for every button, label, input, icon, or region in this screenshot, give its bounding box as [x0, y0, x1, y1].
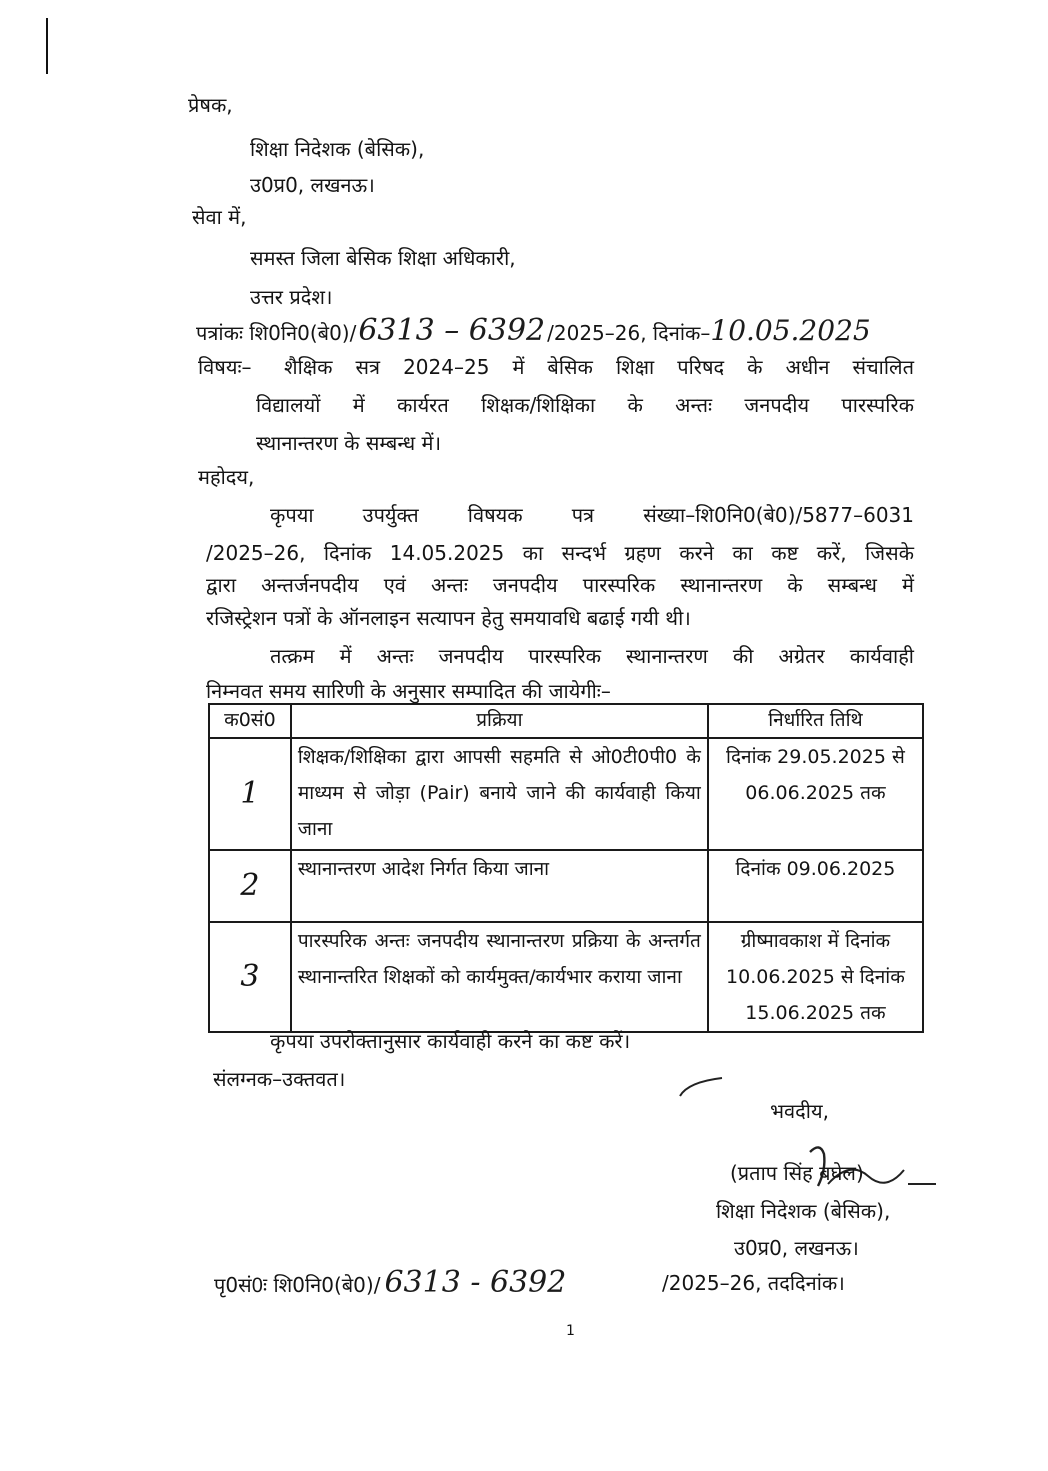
row-date: दिनांक 09.06.2025 — [708, 850, 923, 922]
page-number: 1 — [566, 1323, 575, 1339]
row-serial — [209, 738, 291, 850]
yours-faithfully: भवदीय, — [770, 1099, 829, 1123]
ref-date-handwritten: 10.05.2025 — [710, 314, 871, 347]
recipient-place: उत्तर प्रदेश। — [250, 285, 333, 309]
recipient-designation: समस्त जिला बेसिक शिक्षा अधिकारी, — [250, 246, 516, 270]
table-row — [209, 738, 923, 850]
body-p1-line-4: रजिस्ट्रेशन पत्रों के ऑनलाइन सत्यापन हेतु समयावधि बढाई गयी थी। — [206, 606, 691, 630]
subject-line-3: स्थानान्तरण के सम्बन्ध में। — [256, 431, 442, 455]
row-process: शिक्षक/शिक्षिका द्वारा आपसी सहमति से ओ0टी0पी0 के माध्यम से जोड़ा (Pair) बनाये जाने की कार्यवाही किया जाना — [291, 738, 708, 850]
header-serial: क0सं0 — [209, 704, 291, 738]
endorsement-number-handwritten: 6313 - 6392 — [384, 1265, 567, 1300]
row-serial-number: 1 — [240, 776, 260, 811]
header-date: निर्धारित तिथि — [708, 704, 923, 738]
subject-line-2: विद्यालयों में कार्यरत शिक्षक/शिक्षिका के अन्तः जनपदीय पारस्परिक — [256, 393, 914, 417]
body-p1-line-3: द्वारा अन्तर्जनपदीय एवं अन्तः जनपदीय पारस्परिक स्थानान्तरण के सम्बन्ध में — [206, 573, 914, 597]
endorsement — [214, 1265, 567, 1300]
letter-reference — [196, 313, 871, 348]
ref-prefix: पत्रांकः शि0नि0(बे0)/ — [196, 321, 357, 345]
closing-request: कृपया उपरोक्तानुसार कार्यवाही करने का कष्ट करें। — [270, 1029, 631, 1053]
table-header-row — [209, 704, 923, 738]
body-p1-line-1: कृपया उपर्युक्त विषयक पत्र संख्या–शि0नि0(बे0)/5877–6031 — [270, 503, 914, 527]
row-serial — [209, 850, 291, 922]
initial-mark — [676, 1074, 726, 1100]
endorsement-prefix: पृ0सं0ः शि0नि0(बे0)/ — [214, 1273, 381, 1297]
header-process: प्रक्रिया — [291, 704, 708, 738]
margin-mark — [46, 18, 48, 74]
table-row — [209, 850, 923, 922]
row-process: स्थानान्तरण आदेश निर्गत किया जाना — [291, 850, 708, 922]
sender-designation: शिक्षा निदेशक (बेसिक), — [250, 137, 425, 161]
body-p2-line-2: निम्नवत समय सारिणी के अनुसार सम्पादित की जायेगीः– — [206, 679, 611, 703]
table-row — [209, 922, 923, 1032]
schedule-table — [208, 703, 924, 1033]
subject-label: विषयः– — [198, 355, 252, 379]
subject-line-1: शैक्षिक सत्र 2024–25 में बेसिक शिक्षा परिषद के अधीन संचालित — [284, 355, 914, 379]
body-p2-line-1: तत्क्रम में अन्तः जनपदीय पारस्परिक स्थानान्तरण की अग्रेतर कार्यवाही — [270, 644, 914, 668]
enclosure: संलग्नक–उक्तवत। — [213, 1067, 346, 1091]
row-serial — [209, 922, 291, 1032]
sender-place: उ0प्र0, लखनऊ। — [250, 173, 375, 197]
signatory-designation: शिक्षा निदेशक (बेसिक), — [716, 1199, 891, 1223]
signatory-place: उ0प्र0, लखनऊ। — [734, 1236, 859, 1260]
row-serial-number: 2 — [240, 868, 260, 903]
ref-number-handwritten: 6313 – 6392 — [358, 313, 546, 348]
row-date: दिनांक 29.05.2025 से 06.06.2025 तक — [708, 738, 923, 850]
salutation: महोदय, — [198, 465, 255, 489]
sender-label: प्रेषक, — [188, 93, 233, 117]
endorsement-suffix: /2025–26, तददिनांक। — [662, 1271, 845, 1295]
ref-year: /2025–26, दिनांक– — [547, 321, 711, 345]
recipient-label: सेवा में, — [192, 205, 247, 229]
signatory-name: (प्रताप सिंह बघेल) — [730, 1161, 864, 1185]
body-p1-line-2: /2025–26, दिनांक 14.05.2025 का सन्दर्भ ग्रहण करने का कष्ट करें, जिसके — [206, 541, 914, 565]
row-serial-number: 3 — [240, 959, 260, 994]
row-date: ग्रीष्मावकाश में दिनांक 10.06.2025 से दिनांक 15.06.2025 तक — [708, 922, 923, 1032]
row-process: पारस्परिक अन्तः जनपदीय स्थानान्तरण प्रक्रिया के अन्तर्गत स्थानान्तरित शिक्षकों को कार्यमुक्त/कार्यभार कराया जाना — [291, 922, 708, 1032]
